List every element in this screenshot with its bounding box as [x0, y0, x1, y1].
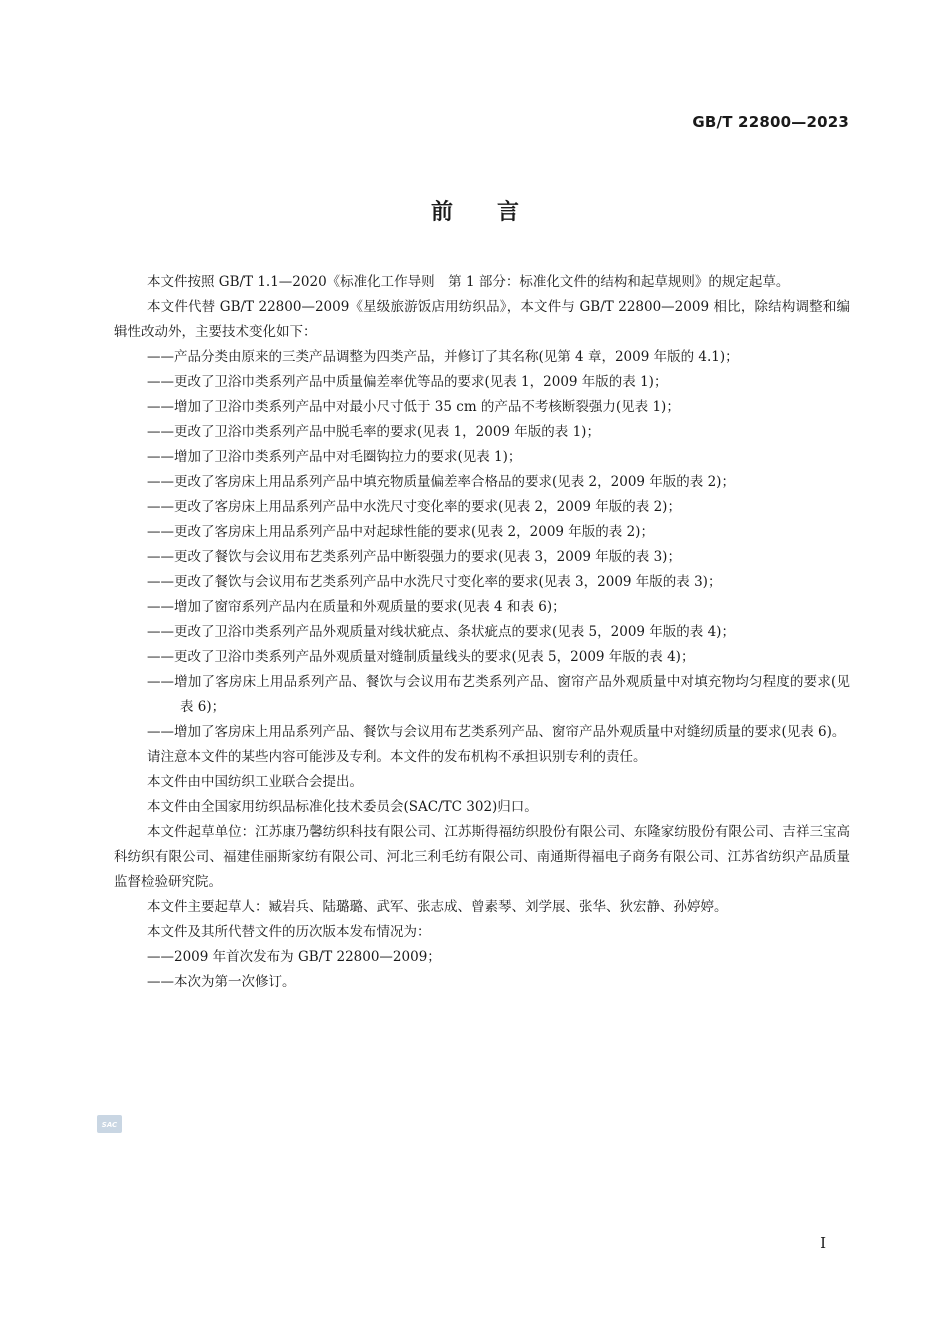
change-item: ——更改了卫浴巾类系列产品外观质量对缝制质量线头的要求(见表 5，2009 年版的表 4)；: [147, 649, 695, 665]
document-body: [114, 270, 850, 995]
watermark-text: SAC: [101, 1121, 118, 1129]
change-item: ——产品分类由原来的三类产品调整为四类产品，并修订了其名称(见第 4 章，2009 年版的 4.1)；: [147, 349, 739, 365]
change-item: ——更改了餐饮与会议用布艺类系列产品中水洗尺寸变化率的要求(见表 3，2009 年版的表 3)；: [147, 574, 722, 590]
drafters-paragraph: 本文件主要起草人：臧岩兵、陆璐璐、武军、张志成、曾素琴、刘学展、张华、狄宏静、孙婷婷。: [147, 899, 728, 915]
outro-paragraph: 本文件由中国纺织工业联合会提出。: [147, 774, 363, 790]
history-intro-paragraph: 本文件及其所代替文件的历次版本发布情况为：: [147, 924, 431, 940]
change-item: ——增加了卫浴巾类系列产品中对最小尺寸低于 35 cm 的产品不考核断裂强力(见表 1)；: [147, 399, 680, 415]
intro-paragraph: 本文件代替 GB/T 22800—2009《星级旅游饭店用纺织品》，本文件与 GB/T 22800—2009 相比，除结构调整和编辑性改动外，主要技术变化如下：: [114, 299, 850, 340]
page-number: Ⅰ: [820, 1234, 826, 1252]
change-item: ——更改了卫浴巾类系列产品中脱毛率的要求(见表 1，2009 年版的表 1)；: [147, 424, 600, 440]
change-item: ——增加了客房床上用品系列产品、餐饮与会议用布艺类系列产品、窗帘产品外观质量中对填充物均匀程度的要求(见表 6)；: [147, 674, 850, 715]
intro-paragraph: 本文件按照 GB/T 1.1—2020《标准化工作导则 第 1 部分：标准化文件的结构和起草规则》的规定起草。: [147, 274, 790, 290]
change-item: ——更改了客房床上用品系列产品中水洗尺寸变化率的要求(见表 2，2009 年版的表 2)；: [147, 499, 681, 515]
change-item: ——更改了客房床上用品系列产品中填充物质量偏差率合格品的要求(见表 2，2009 年版的表 2)；: [147, 474, 735, 490]
history-item: ——2009 年首次发布为 GB/T 22800—2009；: [147, 949, 441, 965]
outro-paragraph: 请注意本文件的某些内容可能涉及专利。本文件的发布机构不承担识别专利的责任。: [147, 749, 647, 765]
page-title: 前言: [430, 200, 563, 225]
change-item: ——更改了卫浴巾类系列产品外观质量对线状疵点、条状疵点的要求(见表 5，2009 年版的表 4)；: [147, 624, 735, 640]
change-item: ——增加了窗帘系列产品内在质量和外观质量的要求(见表 4 和表 6)；: [147, 599, 566, 615]
change-item: ——更改了餐饮与会议用布艺类系列产品中断裂强力的要求(见表 3，2009 年版的表 3)；: [147, 549, 681, 565]
change-item: ——增加了客房床上用品系列产品、餐饮与会议用布艺类系列产品、窗帘产品外观质量中对缝纫质量的要求(见表 6)。: [147, 724, 846, 740]
change-item: ——更改了卫浴巾类系列产品中质量偏差率优等品的要求(见表 1，2009 年版的表 1)；: [147, 374, 668, 390]
change-item: ——增加了卫浴巾类系列产品中对毛圈钩拉力的要求(见表 1)；: [147, 449, 522, 465]
standard-code: GB/T 22800—2023: [692, 113, 849, 131]
outro-paragraph: 本文件由全国家用纺织品标准化技术委员会(SAC/TC 302)归口。: [147, 799, 538, 815]
change-item: ——更改了客房床上用品系列产品中对起球性能的要求(见表 2，2009 年版的表 2)；: [147, 524, 654, 540]
sac-watermark-logo: [96, 1114, 123, 1134]
history-item: ——本次为第一次修订。: [147, 974, 296, 990]
drafting-units-paragraph: 本文件起草单位：江苏康乃馨纺织科技有限公司、江苏斯得福纺织股份有限公司、东隆家纺股份有限公司、吉祥三宝高科纺织有限公司、福建佳丽斯家纺有限公司、河北三利毛纺有限公司、南通斯得福电子商务有限公司、江苏省纺织产品质量监督检验研究院。: [114, 824, 850, 890]
